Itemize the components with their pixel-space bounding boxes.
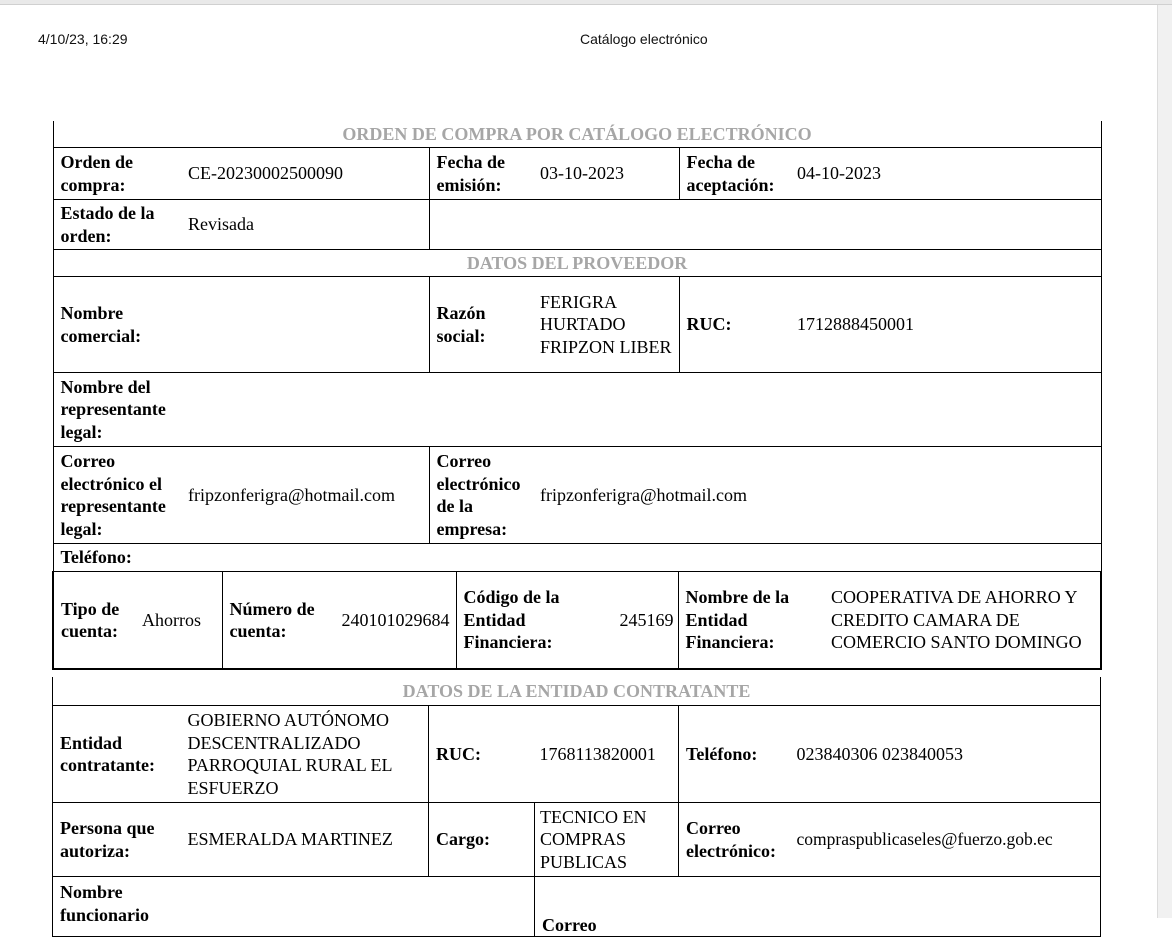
trade-name-label: Nombre comercial: — [53, 277, 183, 373]
entity-value: GOBIERNO AUTÓNOMO DESCENTRALIZADO PARROQUIAL RURAL EL ESFUERZO — [183, 706, 429, 803]
position-value: TECNICO EN COMPRAS PUBLICAS — [535, 803, 679, 877]
authorizer-value: ESMERALDA MARTINEZ — [183, 803, 429, 877]
browser-top-edge — [0, 0, 1172, 5]
supplier-phone-label: Teléfono: — [53, 544, 183, 572]
supplier-phone-row — [53, 544, 1101, 572]
authorizer-row — [53, 803, 1101, 877]
vertical-scrollbar[interactable] — [1157, 5, 1172, 918]
entity-row — [53, 706, 1101, 803]
rep-email-value: fripzonferigra@hotmail.com — [183, 447, 429, 544]
authorizer-label: Persona que autoriza: — [53, 803, 183, 877]
supplier-ruc-value: 1712888450001 — [792, 277, 1101, 373]
contracting-entity-table — [52, 677, 1101, 937]
emission-date-value: 03-10-2023 — [535, 148, 679, 200]
supplier-section-title: DATOS DEL PROVEEDOR — [53, 250, 1101, 277]
supplier-section-row — [53, 250, 1101, 277]
status-row — [53, 200, 1101, 250]
legal-rep-label: Nombre del representante legal: — [53, 373, 183, 447]
document-title-row — [53, 121, 1101, 148]
bank-account-table — [54, 572, 1102, 668]
email-row — [53, 447, 1101, 544]
account-type-label: Tipo de cuenta: — [61, 598, 120, 641]
print-title: Catálogo electrónico — [580, 31, 708, 47]
company-email-label: Correo electrónico de la empresa: — [429, 447, 535, 544]
business-name-label: Razón social: — [429, 277, 535, 373]
entity-email-label: Correo electrónico: — [679, 803, 792, 877]
entity-label: Entidad contratante: — [53, 706, 183, 803]
acceptance-date-value: 04-10-2023 — [792, 148, 1101, 200]
entity-section-row — [53, 677, 1101, 706]
legal-rep-value — [183, 373, 1101, 447]
purchase-order-table — [52, 121, 1102, 670]
order-status-value: Revisada — [183, 200, 429, 250]
official-email-label: Correo — [535, 877, 1101, 937]
emission-date-label: Fecha de emisión: — [429, 148, 535, 200]
bank-name-label: Nombre de la Entidad Financiera: — [685, 587, 790, 653]
company-email-value: fripzonferigra@hotmail.com — [535, 447, 1101, 544]
official-row — [53, 877, 1101, 937]
position-label: Cargo: — [429, 803, 535, 877]
supplier-phone-value — [183, 544, 1101, 572]
order-number-value: CE-20230002500090 — [183, 148, 429, 200]
business-name-value: FERIGRA HURTADO FRIPZON LIBER — [535, 277, 679, 373]
status-empty-cell — [429, 200, 1101, 250]
official-value — [183, 877, 535, 937]
order-status-label: Estado de la orden: — [53, 200, 183, 250]
acceptance-date-label: Fecha de aceptación: — [679, 148, 792, 200]
account-number-value: 240101029684 — [322, 572, 456, 668]
account-type-value: Ahorros — [142, 572, 222, 668]
entity-section-title: DATOS DE LA ENTIDAD CONTRATANTE — [53, 677, 1101, 706]
document-title: ORDEN DE COMPRA POR CATÁLOGO ELECTRÓNICO — [53, 121, 1101, 148]
order-row — [53, 148, 1101, 200]
official-label: Nombre funcionario — [53, 877, 183, 937]
entity-ruc-label: RUC: — [429, 706, 535, 803]
supplier-name-row — [53, 277, 1101, 373]
legal-rep-row — [53, 373, 1101, 447]
bank-code-value: 245169 — [604, 572, 678, 668]
bank-code-label: Código de la Entidad Financiera: — [463, 587, 560, 653]
entity-phone-value: 023840306 023840053 — [792, 706, 1101, 803]
trade-name-value — [183, 277, 429, 373]
account-number-label: Número de cuenta: — [229, 598, 315, 641]
entity-ruc-value: 1768113820001 — [535, 706, 679, 803]
entity-email-value: compraspublicaseles@fuerzo.gob.ec — [792, 803, 1101, 877]
rep-email-label: Correo electrónico el representante legal: — [53, 447, 183, 544]
bank-row — [53, 572, 1101, 670]
print-date: 4/10/23, 16:29 — [38, 31, 128, 47]
entity-phone-label: Teléfono: — [679, 706, 792, 803]
order-number-label: Orden de compra: — [53, 148, 183, 200]
supplier-ruc-label: RUC: — [679, 277, 792, 373]
bank-name-value: COOPERATIVA DE AHORRO Y CREDITO CAMARA DE COMERCIO SANTO DOMINGO — [831, 587, 1082, 653]
